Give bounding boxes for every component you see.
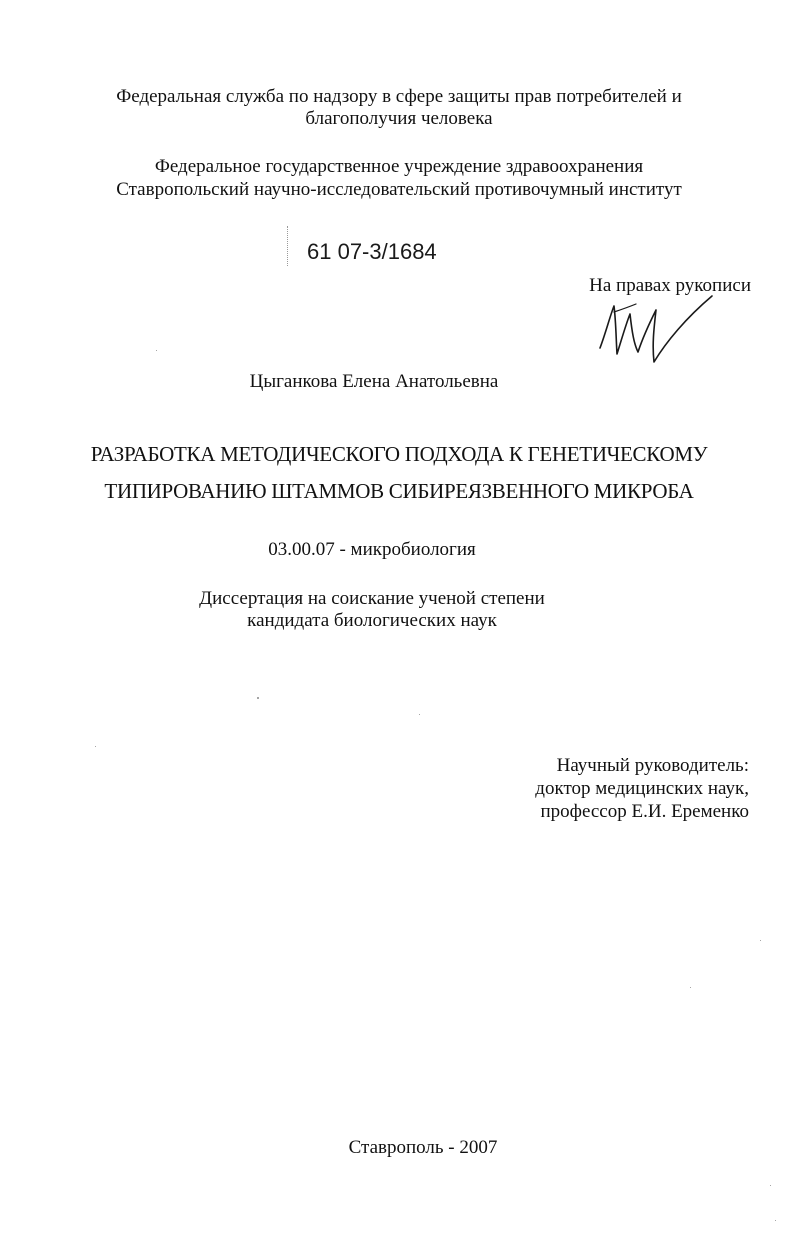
agency-line-1: Федеральная служба по надзору в сфере защиты прав потребителей и (116, 86, 682, 107)
library-stamp-code: 61 07-3/1684 (307, 239, 437, 264)
degree-line-1: Диссертация на соискание ученой степени (199, 588, 545, 609)
agency-line-2: благополучия человека (305, 108, 493, 129)
scan-speck (770, 1185, 771, 1186)
signature-icon (596, 292, 716, 368)
supervisor-line-2: доктор медицинских наук, (535, 778, 749, 799)
scan-speck (95, 746, 96, 747)
stamp-margin-mark (287, 226, 289, 266)
thesis-title-line-2: ТИПИРОВАНИЮ ШТАММОВ СИБИРЕЯЗВЕННОГО МИКРОБА (104, 479, 694, 503)
city-year: Ставрополь - 2007 (348, 1137, 498, 1158)
scan-speck (760, 940, 761, 941)
supervisor-line-3: профессор Е.И. Еременко (540, 801, 749, 822)
scan-speck (690, 987, 691, 988)
institution-line-1: Федеральное государственное учреждение здравоохранения (154, 156, 644, 177)
scan-speck (775, 1220, 776, 1221)
scan-speck (156, 350, 157, 351)
degree-line-2: кандидата биологических наук (247, 610, 497, 631)
scan-speck (419, 714, 420, 715)
manuscript-rights-note: На правах рукописи (589, 275, 751, 296)
specialty-code: 03.00.07 - микробиология (268, 539, 476, 560)
scan-speck (257, 697, 259, 699)
supervisor-line-1: Научный руководитель: (556, 755, 749, 776)
author-name: Цыганкова Елена Анатольевна (249, 371, 499, 392)
institution-line-2: Ставропольский научно-исследовательский противочумный институт (116, 179, 682, 200)
thesis-title-line-1: РАЗРАБОТКА МЕТОДИЧЕСКОГО ПОДХОДА К ГЕНЕТИЧЕСКОМУ (90, 442, 708, 466)
